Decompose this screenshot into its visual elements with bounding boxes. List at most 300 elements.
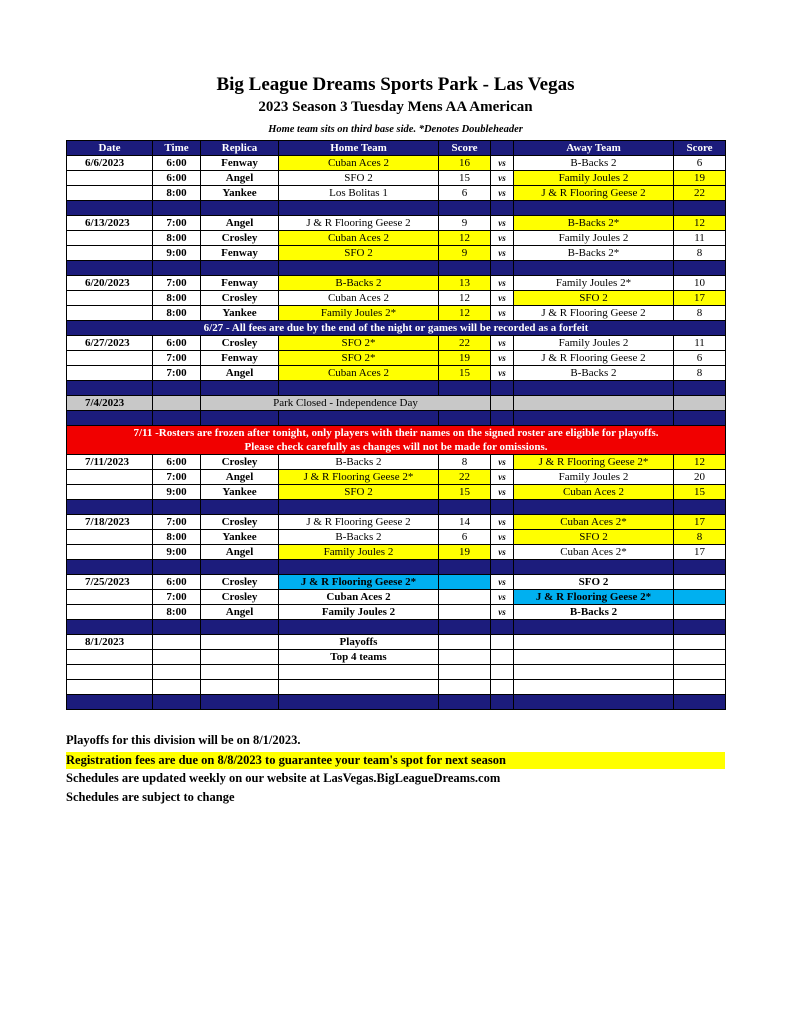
- spacer-cell: [279, 695, 439, 710]
- home-score: 19: [439, 545, 491, 560]
- vs-label: vs: [491, 575, 514, 590]
- table-row: [67, 216, 726, 231]
- game-time: 6:00: [153, 455, 201, 470]
- game-date: [67, 605, 153, 620]
- away-score: 11: [674, 231, 726, 246]
- spacer-cell: [67, 500, 153, 515]
- away-score: 6: [674, 351, 726, 366]
- away-score: [674, 590, 726, 605]
- game-date: 6/27/2023: [67, 336, 153, 351]
- home-score: 15: [439, 366, 491, 381]
- home-team: B-Backs 2: [279, 276, 439, 291]
- column-header: [491, 141, 514, 156]
- game-time: 7:00: [153, 351, 201, 366]
- home-team: SFO 2: [279, 171, 439, 186]
- home-score: [439, 575, 491, 590]
- game-date: [67, 530, 153, 545]
- game-time: 6:00: [153, 336, 201, 351]
- game-time: 6:00: [153, 575, 201, 590]
- spacer-cell: [491, 665, 514, 680]
- game-date: [67, 291, 153, 306]
- empty-cell: [439, 650, 491, 665]
- game-field: Angel: [201, 171, 279, 186]
- game-date: [67, 186, 153, 201]
- vs-label: vs: [491, 366, 514, 381]
- roster-notice-row: [67, 426, 726, 455]
- spacer-cell: [514, 381, 674, 396]
- spacer-cell: [514, 500, 674, 515]
- game-field: Angel: [201, 216, 279, 231]
- vs-label: vs: [491, 156, 514, 171]
- holiday-row: [67, 396, 726, 411]
- roster-notice-line: Please check carefully as changes will not be made for omissions.: [244, 441, 548, 453]
- vs-label: vs: [491, 306, 514, 321]
- game-date: [67, 366, 153, 381]
- spacer-cell: [439, 261, 491, 276]
- home-team: Cuban Aces 2: [279, 156, 439, 171]
- home-team: Cuban Aces 2: [279, 231, 439, 246]
- home-score: 9: [439, 246, 491, 261]
- vs-label: vs: [491, 276, 514, 291]
- game-field: Fenway: [201, 351, 279, 366]
- spacer-cell: [491, 261, 514, 276]
- game-date: [67, 171, 153, 186]
- playoffs-label: Playoffs: [279, 635, 439, 650]
- spacer-cell: [279, 261, 439, 276]
- spacer-cell: [674, 680, 726, 695]
- spacer-cell: [67, 620, 153, 635]
- spacer-cell: [201, 695, 279, 710]
- spacer-cell: [491, 695, 514, 710]
- empty-cell: [491, 650, 514, 665]
- table-row: [67, 605, 726, 620]
- spacer-cell: [279, 620, 439, 635]
- holiday-date: 7/4/2023: [67, 396, 153, 411]
- column-header: Score: [439, 141, 491, 156]
- away-team: Family Joules 2: [514, 171, 674, 186]
- spacer-cell: [201, 201, 279, 216]
- away-team: Family Joules 2: [514, 336, 674, 351]
- home-team: SFO 2*: [279, 351, 439, 366]
- vs-label: vs: [491, 530, 514, 545]
- spacer-cell: [439, 680, 491, 695]
- away-team: Family Joules 2: [514, 231, 674, 246]
- vs-label: vs: [491, 171, 514, 186]
- spacer-cell: [153, 560, 201, 575]
- away-team: Family Joules 2*: [514, 276, 674, 291]
- game-date: [67, 470, 153, 485]
- away-team: J & R Flooring Geese 2: [514, 351, 674, 366]
- away-team: Cuban Aces 2: [514, 485, 674, 500]
- table-row: [67, 530, 726, 545]
- spacer-cell: [201, 560, 279, 575]
- spacer-cell: [279, 665, 439, 680]
- away-team: Cuban Aces 2*: [514, 545, 674, 560]
- table-row: [67, 590, 726, 605]
- spacer-cell: [674, 261, 726, 276]
- vs-label: vs: [491, 246, 514, 261]
- spacer-cell: [279, 201, 439, 216]
- game-date: [67, 485, 153, 500]
- playoffs-row: [67, 650, 726, 665]
- schedule-table: [66, 140, 726, 710]
- home-score: 12: [439, 306, 491, 321]
- home-score: 9: [439, 216, 491, 231]
- game-time: 8:00: [153, 306, 201, 321]
- home-score: 14: [439, 515, 491, 530]
- away-score: 17: [674, 291, 726, 306]
- vs-label: vs: [491, 515, 514, 530]
- playoffs-teams: Top 4 teams: [279, 650, 439, 665]
- vs-label: vs: [491, 231, 514, 246]
- spacer-cell: [514, 411, 674, 426]
- game-date: 6/6/2023: [67, 156, 153, 171]
- vs-label: vs: [491, 336, 514, 351]
- spacer-cell: [67, 411, 153, 426]
- game-time: 6:00: [153, 156, 201, 171]
- spacer-cell: [67, 261, 153, 276]
- spacer-cell: [153, 665, 201, 680]
- column-header: Replica: [201, 141, 279, 156]
- spacer-cell: [153, 201, 201, 216]
- game-date: 7/25/2023: [67, 575, 153, 590]
- empty-cell: [201, 635, 279, 650]
- table-row: [67, 231, 726, 246]
- away-score: 12: [674, 455, 726, 470]
- spacer-cell: [439, 695, 491, 710]
- away-team: Cuban Aces 2*: [514, 515, 674, 530]
- spacer-cell: [439, 560, 491, 575]
- vs-label: vs: [491, 216, 514, 231]
- home-team: B-Backs 2: [279, 530, 439, 545]
- table-row: [67, 366, 726, 381]
- away-team: B-Backs 2: [514, 366, 674, 381]
- spacer-cell: [491, 381, 514, 396]
- game-time: 8:00: [153, 231, 201, 246]
- playoffs-date: 8/1/2023: [67, 635, 153, 650]
- game-time: 7:00: [153, 515, 201, 530]
- game-field: Crosley: [201, 515, 279, 530]
- spacer-cell: [67, 665, 153, 680]
- away-score: 19: [674, 171, 726, 186]
- home-score: 19: [439, 351, 491, 366]
- away-team: SFO 2: [514, 530, 674, 545]
- table-row: [67, 156, 726, 171]
- away-score: 8: [674, 366, 726, 381]
- home-score: [439, 590, 491, 605]
- spacer-cell: [67, 381, 153, 396]
- empty-cell: [491, 635, 514, 650]
- spacer-cell: [491, 560, 514, 575]
- column-header: Home Team: [279, 141, 439, 156]
- home-team: B-Backs 2: [279, 455, 439, 470]
- home-team: SFO 2*: [279, 336, 439, 351]
- table-row: [67, 351, 726, 366]
- game-field: Yankee: [201, 186, 279, 201]
- fee-notice-row: [67, 321, 726, 336]
- spacer-cell: [514, 680, 674, 695]
- spacer-cell: [674, 500, 726, 515]
- spacer-cell: [491, 680, 514, 695]
- game-date: [67, 246, 153, 261]
- game-field: Crosley: [201, 231, 279, 246]
- game-time: 9:00: [153, 545, 201, 560]
- spacer-cell: [67, 201, 153, 216]
- spacer-cell: [491, 500, 514, 515]
- game-field: Fenway: [201, 276, 279, 291]
- spacer-cell: [491, 620, 514, 635]
- home-team: SFO 2: [279, 485, 439, 500]
- spacer-cell: [674, 381, 726, 396]
- spacer-cell: [674, 665, 726, 680]
- game-field: Crosley: [201, 575, 279, 590]
- spacer-cell: [514, 201, 674, 216]
- away-team: J & R Flooring Geese 2*: [514, 590, 674, 605]
- empty-cell: [674, 650, 726, 665]
- vs-label: vs: [491, 605, 514, 620]
- home-score: 15: [439, 485, 491, 500]
- vs-label: vs: [491, 186, 514, 201]
- vs-label: vs: [491, 545, 514, 560]
- away-team: J & R Flooring Geese 2: [514, 306, 674, 321]
- game-date: 7/11/2023: [67, 455, 153, 470]
- away-score: 20: [674, 470, 726, 485]
- spacer-cell: [153, 680, 201, 695]
- away-score: 6: [674, 156, 726, 171]
- game-field: Angel: [201, 366, 279, 381]
- game-field: Yankee: [201, 306, 279, 321]
- away-score: 15: [674, 485, 726, 500]
- column-header: Away Team: [514, 141, 674, 156]
- page-title: Big League Dreams Sports Park - Las Vegas: [216, 74, 575, 95]
- table-row: [67, 470, 726, 485]
- home-score: 12: [439, 291, 491, 306]
- roster-notice-line: 7/11 -Rosters are frozen after tonight, only players with their names on the signed roster are eligible for playoffs.: [133, 427, 659, 439]
- away-team: SFO 2: [514, 291, 674, 306]
- table-row: [67, 485, 726, 500]
- home-score: 15: [439, 171, 491, 186]
- away-team: J & R Flooring Geese 2*: [514, 455, 674, 470]
- column-header: Score: [674, 141, 726, 156]
- empty-cell: [201, 650, 279, 665]
- game-time: 7:00: [153, 470, 201, 485]
- game-field: Angel: [201, 470, 279, 485]
- game-date: [67, 545, 153, 560]
- spacer-cell: [514, 695, 674, 710]
- fee-notice: 6/27 - All fees are due by the end of the night or games will be recorded as a forfeit: [67, 321, 726, 336]
- away-score: 11: [674, 336, 726, 351]
- away-team: B-Backs 2: [514, 605, 674, 620]
- empty-cell: [439, 635, 491, 650]
- away-score: [674, 605, 726, 620]
- empty-cell: [514, 635, 674, 650]
- table-row: [67, 545, 726, 560]
- table-row: [67, 306, 726, 321]
- spacer-cell: [439, 201, 491, 216]
- home-team: Cuban Aces 2: [279, 291, 439, 306]
- away-score: 8: [674, 306, 726, 321]
- game-time: 7:00: [153, 590, 201, 605]
- spacer-row: [67, 680, 726, 695]
- game-date: 6/13/2023: [67, 216, 153, 231]
- spacer-row: [67, 411, 726, 426]
- spacer-cell: [67, 695, 153, 710]
- home-team: Los Bolitas 1: [279, 186, 439, 201]
- empty-cell: [67, 650, 153, 665]
- header-note: Home team sits on third base side. *Denotes Doubleheader: [268, 124, 523, 135]
- spacer-row: [67, 201, 726, 216]
- game-field: Crosley: [201, 455, 279, 470]
- home-score: 22: [439, 336, 491, 351]
- spacer-cell: [674, 695, 726, 710]
- away-score: [674, 575, 726, 590]
- spacer-cell: [439, 411, 491, 426]
- column-header: Time: [153, 141, 201, 156]
- playoffs-row: [67, 635, 726, 650]
- game-field: Angel: [201, 605, 279, 620]
- spacer-cell: [439, 665, 491, 680]
- spacer-cell: [279, 500, 439, 515]
- game-date: [67, 590, 153, 605]
- spacer-row: [67, 695, 726, 710]
- away-team: SFO 2: [514, 575, 674, 590]
- game-time: 8:00: [153, 605, 201, 620]
- away-team: B-Backs 2*: [514, 246, 674, 261]
- spacer-cell: [153, 261, 201, 276]
- game-date: 6/20/2023: [67, 276, 153, 291]
- table-row: [67, 246, 726, 261]
- empty-cell: [153, 650, 201, 665]
- away-score: 22: [674, 186, 726, 201]
- spacer-cell: [674, 620, 726, 635]
- game-field: Crosley: [201, 291, 279, 306]
- home-score: 13: [439, 276, 491, 291]
- spacer-cell: [201, 620, 279, 635]
- spacer-cell: [674, 411, 726, 426]
- spacer-cell: [153, 500, 201, 515]
- away-team: J & R Flooring Geese 2: [514, 186, 674, 201]
- home-team: J & R Flooring Geese 2*: [279, 575, 439, 590]
- game-time: 7:00: [153, 216, 201, 231]
- spacer-cell: [201, 680, 279, 695]
- spacer-cell: [153, 381, 201, 396]
- game-time: 7:00: [153, 366, 201, 381]
- spacer-cell: [201, 411, 279, 426]
- table-header-row: [67, 141, 726, 156]
- spacer-cell: [153, 695, 201, 710]
- away-score: 17: [674, 515, 726, 530]
- spacer-cell: [201, 665, 279, 680]
- holiday-cell: [514, 396, 674, 411]
- game-time: 8:00: [153, 291, 201, 306]
- vs-label: vs: [491, 485, 514, 500]
- table-row: [67, 575, 726, 590]
- spacer-cell: [514, 560, 674, 575]
- table-row: [67, 171, 726, 186]
- away-team: Family Joules 2: [514, 470, 674, 485]
- game-date: 7/18/2023: [67, 515, 153, 530]
- vs-label: vs: [491, 455, 514, 470]
- home-team: Cuban Aces 2: [279, 590, 439, 605]
- spacer-cell: [439, 381, 491, 396]
- home-team: Cuban Aces 2: [279, 366, 439, 381]
- spacer-row: [67, 620, 726, 635]
- game-time: 7:00: [153, 276, 201, 291]
- footer-playoffs-note: Playoffs for this division will be on 8/1/2023.: [66, 733, 301, 747]
- spacer-cell: [153, 620, 201, 635]
- table-row: [67, 276, 726, 291]
- spacer-cell: [201, 500, 279, 515]
- game-field: Crosley: [201, 590, 279, 605]
- spacer-cell: [491, 201, 514, 216]
- vs-label: vs: [491, 470, 514, 485]
- game-date: [67, 351, 153, 366]
- away-team: B-Backs 2: [514, 156, 674, 171]
- spacer-cell: [514, 261, 674, 276]
- holiday-text: Park Closed - Independence Day: [201, 396, 491, 411]
- home-team: Family Joules 2: [279, 545, 439, 560]
- home-score: 8: [439, 455, 491, 470]
- spacer-row: [67, 261, 726, 276]
- spacer-cell: [67, 680, 153, 695]
- spacer-cell: [153, 411, 201, 426]
- away-score: 10: [674, 276, 726, 291]
- spacer-cell: [514, 620, 674, 635]
- game-field: Fenway: [201, 246, 279, 261]
- spacer-row: [67, 500, 726, 515]
- empty-cell: [674, 635, 726, 650]
- holiday-cell: [153, 396, 201, 411]
- game-field: Fenway: [201, 156, 279, 171]
- spacer-cell: [674, 201, 726, 216]
- away-team: B-Backs 2*: [514, 216, 674, 231]
- spacer-cell: [439, 500, 491, 515]
- table-row: [67, 455, 726, 470]
- game-field: Yankee: [201, 485, 279, 500]
- game-date: [67, 231, 153, 246]
- home-team: J & R Flooring Geese 2*: [279, 470, 439, 485]
- spacer-row: [67, 560, 726, 575]
- spacer-cell: [514, 665, 674, 680]
- home-score: 12: [439, 231, 491, 246]
- page-subtitle: 2023 Season 3 Tuesday Mens AA American: [258, 99, 533, 115]
- vs-label: vs: [491, 291, 514, 306]
- home-team: Family Joules 2*: [279, 306, 439, 321]
- home-team: Family Joules 2: [279, 605, 439, 620]
- table-row: [67, 186, 726, 201]
- away-score: 17: [674, 545, 726, 560]
- home-score: 6: [439, 530, 491, 545]
- game-field: Angel: [201, 545, 279, 560]
- home-score: 22: [439, 470, 491, 485]
- spacer-row: [67, 665, 726, 680]
- game-time: 6:00: [153, 171, 201, 186]
- game-time: 8:00: [153, 530, 201, 545]
- column-header: Date: [67, 141, 153, 156]
- spacer-row: [67, 381, 726, 396]
- empty-cell: [514, 650, 674, 665]
- game-time: 9:00: [153, 246, 201, 261]
- home-score: [439, 605, 491, 620]
- vs-label: vs: [491, 590, 514, 605]
- spacer-cell: [439, 620, 491, 635]
- table-row: [67, 515, 726, 530]
- home-score: 16: [439, 156, 491, 171]
- spacer-cell: [67, 560, 153, 575]
- away-score: 8: [674, 246, 726, 261]
- home-team: SFO 2: [279, 246, 439, 261]
- empty-cell: [153, 635, 201, 650]
